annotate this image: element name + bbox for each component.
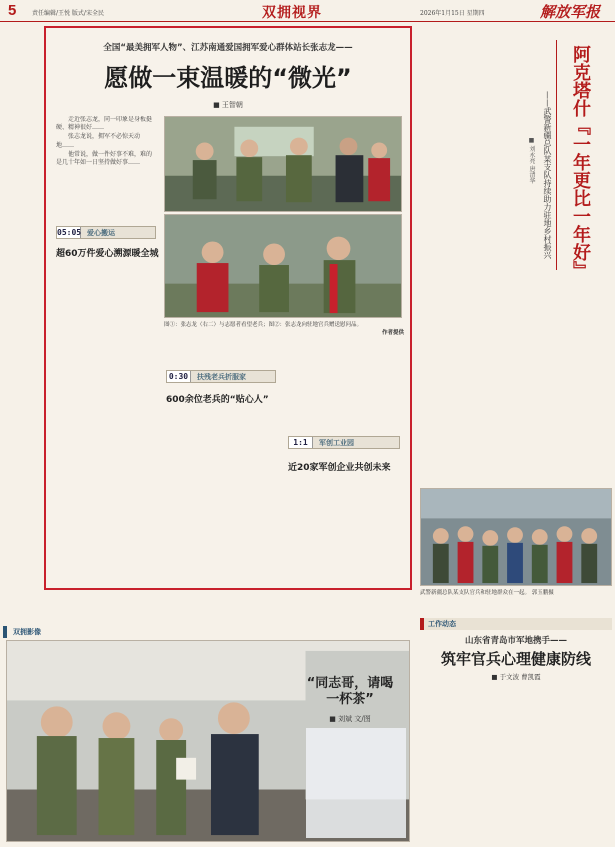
bottom-right-section-bar: 工作动态 <box>420 618 612 630</box>
right-text-column-2 <box>510 280 610 480</box>
bottom-right-text-col-2 <box>518 684 612 842</box>
paragraph: 他常说，做一件好事不难，难的是几十年如一日坚持做好事…… <box>56 150 153 167</box>
main-kicker: 全国“最美拥军人物”、江苏南通爱国拥军爱心群体站长张志龙—— <box>103 43 353 53</box>
subsection-label: 军创工业园 <box>319 439 354 447</box>
photo-credit: 作者提供 <box>381 330 404 336</box>
right-story-photo <box>420 488 612 586</box>
bottom-right-kicker: 山东省青岛市军地携手—— <box>464 636 567 646</box>
bottom-right-headline: 筑牢官兵心理健康防线 <box>440 650 591 668</box>
main-text-column-1b <box>56 262 156 582</box>
right-headline-rule <box>556 40 557 270</box>
bottom-right-byline: ■ 于文波 曹凯霞 <box>491 673 541 681</box>
right-byline: ■ 刘永亮 唐清华 <box>528 136 535 184</box>
main-byline: ■ 王智朝 <box>213 101 243 109</box>
issue-date: 2026年1月15日 星期四 <box>420 10 485 17</box>
bottom-right-text-col-1 <box>420 684 512 842</box>
main-text-column-3 <box>288 342 404 430</box>
subsection-tag-2 <box>166 370 276 383</box>
subsection-title-3: 近20家军创企业共创未来 <box>288 463 391 473</box>
paragraph: 张志龙说，拥军不必惊天动地…… <box>56 133 141 149</box>
feature-credit: ■ 刘斌 文/图 <box>329 715 371 723</box>
right-photo-caption: 武警新疆总队某支队官兵和驻地群众在一起。 郭玉鹏摄 <box>420 590 554 596</box>
subsection-label: 扶残老兵折服家 <box>197 373 246 381</box>
subsection-title-2: 600余位老兵的“贴心人” <box>166 395 269 405</box>
subsection-number: 0:30 <box>167 371 191 382</box>
page-number: 5 <box>8 2 17 19</box>
story-photo-2 <box>164 214 402 318</box>
subsection-title-1: 超60万件爱心溯源暖全城 <box>56 249 159 259</box>
subsection-number: 1:1 <box>289 437 313 448</box>
main-text-column-1 <box>56 116 156 224</box>
paragraph: 走近张志龙，同一印象是身板挺硬、精神很好…… <box>56 116 153 132</box>
subsection-number: 05:05 <box>57 228 82 237</box>
bottom-left-section-bar: 双拥影像 <box>3 626 411 638</box>
subsection-label: 爱心搬运 <box>87 229 115 237</box>
right-subtitle: ——武警新疆总队某支队持续助力驻地乡村振兴 <box>543 91 552 259</box>
feature-text-overlay <box>306 728 406 838</box>
subsection-tag-3 <box>288 436 400 449</box>
main-headline: 愿做一束温暖的“微光” <box>104 64 352 92</box>
right-headline: 阿克塔什『一年更比一年好』 <box>570 45 591 279</box>
editor-credit: 责任编辑/王悦 版式/宋全民 <box>32 10 104 17</box>
right-text-column-1 <box>420 30 520 430</box>
page-header <box>0 0 615 22</box>
photo-caption: 图①：张志龙（右二）与志愿者看望老兵；图②：张志龙向驻地官兵赠送慰问品。 <box>164 322 363 328</box>
feature-quote-title: “同志哥，请喝一杯茶” <box>306 676 394 707</box>
section-title: 双拥视界 <box>262 5 322 21</box>
subsection-tag-1 <box>56 226 156 239</box>
newspaper-logo: 解放军报 <box>540 3 601 21</box>
story-photo-1 <box>164 116 402 212</box>
